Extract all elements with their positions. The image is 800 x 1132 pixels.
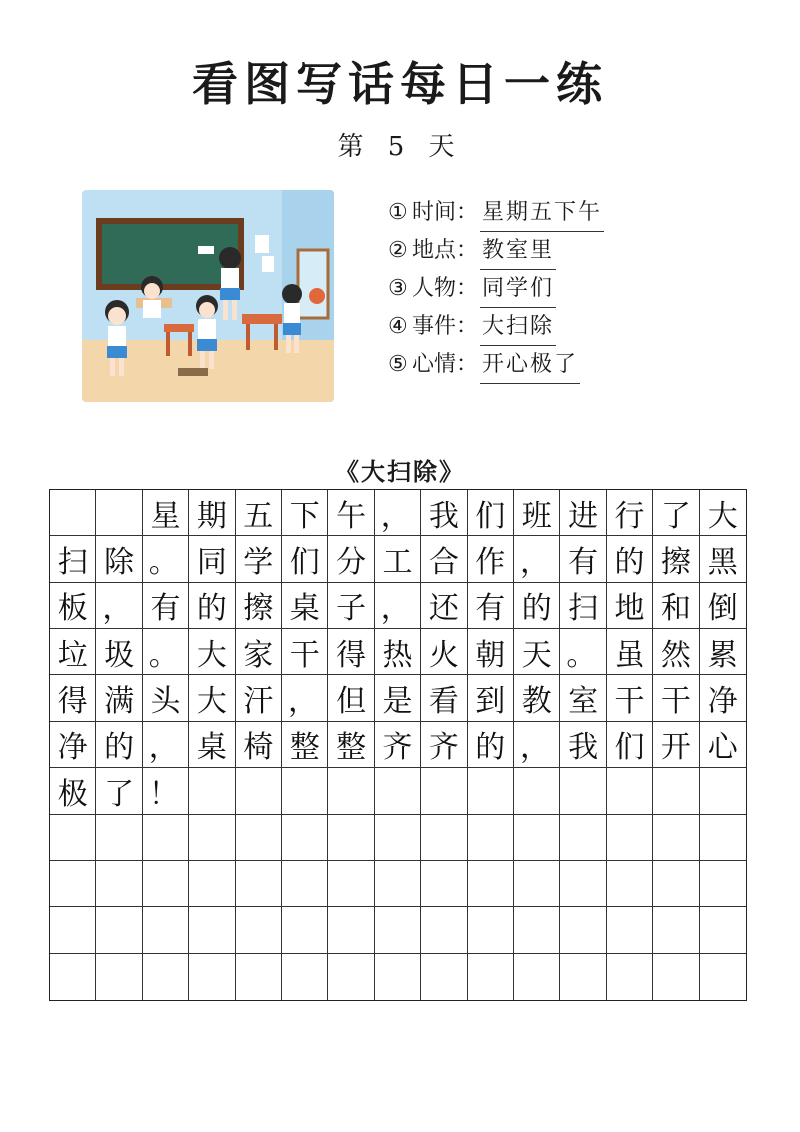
grid-cell [189,768,235,814]
info-number: ⑤ [388,352,408,377]
grid-cell: 桌 [189,722,235,768]
grid-cell: 有 [468,583,514,629]
grid-cell [328,907,374,953]
grid-cell: 。 [143,629,189,675]
grid-cell: 分 [328,536,374,582]
grid-cell: 期 [189,490,235,536]
grid-cell [653,907,699,953]
grid-cell [468,815,514,861]
page-title: 看图写话每日一练 [192,57,608,111]
grid-cell: 我 [421,490,467,536]
grid-cell: 有 [143,583,189,629]
grid-cell [50,490,96,536]
grid-cell [189,907,235,953]
grid-cell [421,954,467,1000]
grid-cell: 然 [653,629,699,675]
grid-cell: 大 [700,490,746,536]
grid-cell: 椅 [236,722,282,768]
info-value: 开心极了 [480,346,580,384]
grid-cell: 累 [700,629,746,675]
grid-cell [653,861,699,907]
info-number: ④ [388,314,408,339]
grid-cell: 大 [189,629,235,675]
grid-cell: 得 [328,629,374,675]
grid-cell: 垃 [50,629,96,675]
grid-cell: 整 [282,722,328,768]
grid-cell: 行 [607,490,653,536]
grid-cell [328,815,374,861]
grid-cell: 虽 [607,629,653,675]
grid-cell [143,861,189,907]
grid-cell: 除 [96,536,142,582]
info-item-mood [388,346,708,384]
grid-cell: 干 [607,675,653,721]
grid-cell: 有 [560,536,606,582]
grid-cell [96,861,142,907]
grid-cell [328,861,374,907]
grid-cell: 和 [653,583,699,629]
grid-cell: 进 [560,490,606,536]
grid-cell [50,907,96,953]
grid-cell: 下 [282,490,328,536]
grid-cell: 齐 [375,722,421,768]
grid-cell: 满 [96,675,142,721]
grid-cell [375,907,421,953]
grid-cell [468,907,514,953]
grid-cell [189,954,235,1000]
grid-cell: 整 [328,722,374,768]
grid-cell: 心 [700,722,746,768]
grid-cell: 板 [50,583,96,629]
grid-cell: 极 [50,768,96,814]
grid-cell: 得 [50,675,96,721]
grid-cell: ， [375,490,421,536]
grid-cell [653,768,699,814]
info-value: 大扫除 [480,308,556,346]
grid-cell: 汗 [236,675,282,721]
essay-title: 《大扫除》 [335,457,465,486]
grid-cell [514,861,560,907]
grid-cell: 家 [236,629,282,675]
grid-cell [468,954,514,1000]
grid-cell: 干 [282,629,328,675]
grid-cell [607,768,653,814]
info-number: ① [388,200,408,225]
grid-cell [421,768,467,814]
grid-cell: 地 [607,583,653,629]
grid-cell: 黑 [700,536,746,582]
grid-cell: 的 [607,536,653,582]
grid-cell: 室 [560,675,606,721]
grid-cell [468,861,514,907]
grid-cell: 的 [514,583,560,629]
grid-cell [560,861,606,907]
grid-cell: ， [282,675,328,721]
grid-cell [328,954,374,1000]
grid-cell: 净 [50,722,96,768]
grid-cell: 热 [375,629,421,675]
grid-cell: 五 [236,490,282,536]
grid-cell: 工 [375,536,421,582]
grid-cell [328,768,374,814]
grid-cell [700,768,746,814]
grid-cell [607,815,653,861]
grid-cell: 净 [700,675,746,721]
grid-cell: 到 [468,675,514,721]
grid-cell [96,490,142,536]
grid-cell: 作 [468,536,514,582]
grid-cell: ， [514,722,560,768]
grid-cell [514,768,560,814]
grid-cell: ！ [143,768,189,814]
grid-cell: 擦 [653,536,699,582]
grid-cell: 扫 [50,536,96,582]
grid-cell [653,954,699,1000]
grid-cell [560,815,606,861]
grid-cell [514,815,560,861]
grid-cell [189,861,235,907]
grid-cell: 的 [468,722,514,768]
grid-cell [189,815,235,861]
grid-cell: 同 [189,536,235,582]
grid-cell [236,954,282,1000]
grid-cell [50,954,96,1000]
grid-cell [282,815,328,861]
info-label: 时间： [412,200,479,225]
grid-cell: 但 [328,675,374,721]
classroom-illustration [82,190,334,402]
grid-cell: 是 [375,675,421,721]
info-item-people [388,270,708,308]
writing-grid [49,489,747,1001]
grid-cell [468,768,514,814]
grid-cell: 圾 [96,629,142,675]
grid-cell: 。 [143,536,189,582]
grid-cell [143,954,189,1000]
info-value: 同学们 [480,270,556,308]
grid-cell [421,907,467,953]
grid-cell: ， [143,722,189,768]
info-item-event [388,308,708,346]
grid-cell [421,815,467,861]
grid-cell [236,768,282,814]
grid-cell: ， [96,583,142,629]
grid-cell: 桌 [282,583,328,629]
grid-cell [96,954,142,1000]
grid-cell: 了 [96,768,142,814]
info-label: 地点： [412,238,479,263]
info-label: 心情： [412,352,479,377]
grid-cell [50,815,96,861]
grid-cell [700,815,746,861]
grid-cell: 了 [653,490,699,536]
grid-cell [560,954,606,1000]
grid-cell [375,954,421,1000]
grid-cell: 班 [514,490,560,536]
grid-cell [375,861,421,907]
info-list [388,194,708,384]
grid-cell [375,815,421,861]
grid-cell [143,907,189,953]
info-label: 事件： [412,314,479,339]
grid-cell: 天 [514,629,560,675]
grid-cell [282,861,328,907]
grid-cell [514,907,560,953]
grid-cell: 头 [143,675,189,721]
info-item-time [388,194,708,232]
grid-cell [282,907,328,953]
grid-cell: 子 [328,583,374,629]
grid-cell: 扫 [560,583,606,629]
grid-cell: 学 [236,536,282,582]
grid-cell [236,907,282,953]
grid-cell [700,954,746,1000]
grid-cell [560,768,606,814]
grid-cell [700,907,746,953]
grid-cell: 擦 [236,583,282,629]
info-item-place [388,232,708,270]
grid-cell [700,861,746,907]
grid-cell: 的 [96,722,142,768]
grid-cell [560,907,606,953]
grid-cell: 倒 [700,583,746,629]
day-label: 第 5 天 [337,132,463,162]
grid-cell: 们 [607,722,653,768]
grid-cell: 们 [282,536,328,582]
grid-cell [282,768,328,814]
grid-cell [514,954,560,1000]
grid-cell [143,815,189,861]
grid-cell [96,907,142,953]
grid-cell [236,861,282,907]
grid-cell: 干 [653,675,699,721]
grid-cell: 还 [421,583,467,629]
grid-cell [421,861,467,907]
grid-cell [607,954,653,1000]
grid-cell: 星 [143,490,189,536]
grid-cell: 开 [653,722,699,768]
grid-cell [282,954,328,1000]
grid-cell [375,768,421,814]
grid-cell: 的 [189,583,235,629]
grid-cell [607,861,653,907]
grid-cell: 齐 [421,722,467,768]
grid-cell: 火 [421,629,467,675]
grid-cell [50,861,96,907]
info-number: ③ [388,276,408,301]
info-value: 星期五下午 [480,194,604,232]
grid-cell [236,815,282,861]
grid-cell: 朝 [468,629,514,675]
grid-cell: 大 [189,675,235,721]
info-value: 教室里 [480,232,556,270]
grid-cell: 午 [328,490,374,536]
grid-cell: 们 [468,490,514,536]
grid-cell [653,815,699,861]
grid-cell: 看 [421,675,467,721]
grid-cell: ， [514,536,560,582]
info-label: 人物： [412,276,479,301]
grid-cell: 我 [560,722,606,768]
grid-cell: 教 [514,675,560,721]
grid-cell [96,815,142,861]
grid-cell: 合 [421,536,467,582]
info-number: ② [388,238,408,263]
grid-cell [607,907,653,953]
grid-cell: 。 [560,629,606,675]
grid-cell: ， [375,583,421,629]
